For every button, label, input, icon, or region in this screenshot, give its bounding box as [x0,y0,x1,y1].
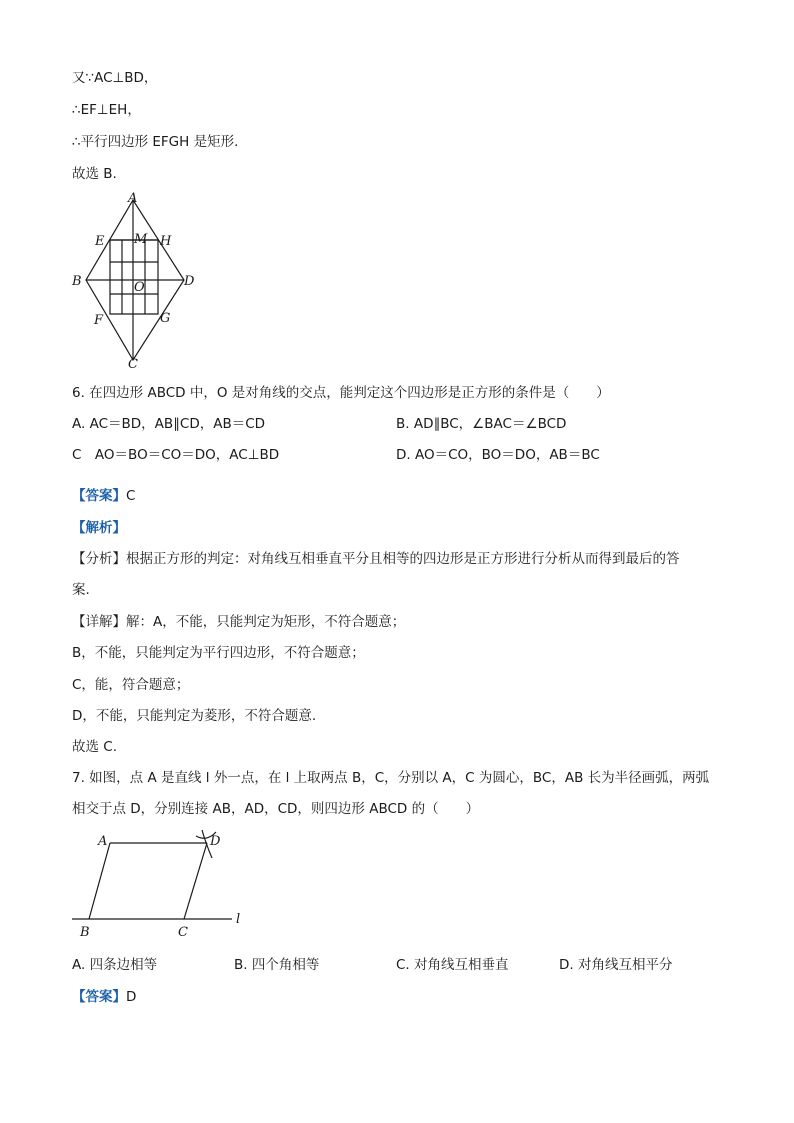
proof-line-1: 又∵AC⊥BD， [72,70,158,86]
q7-label-c: C [178,925,188,940]
detail-d: D，不能，只能判定为菱形，不符合题意. [72,708,317,724]
q6-fenxi-row [72,547,680,567]
q6-analysis-row [72,516,126,536]
side-ab [89,843,110,919]
q7-answer-tag: 【答案】 [72,989,126,1005]
label-c: C [128,357,138,370]
q6-option-d[interactable]: D. AO＝CO，BO＝DO，AB＝BC [396,447,600,463]
label-m: M [134,232,148,247]
rectangle-efgh [110,240,158,314]
q7-label-l: l [236,912,241,927]
label-f: F [94,313,104,328]
label-a: A [128,191,138,206]
fenxi-line-1: 根据正方形的判定：对角线互相垂直平分且相等的四边形是正方形进行分析从而得到最后的答 [126,551,680,567]
detail-b: B，不能，只能判定为平行四边形，不符合题意； [72,645,365,661]
q7-option-c[interactable]: C. 对角线互相垂直 [396,957,509,973]
label-g: G [160,311,171,326]
q6-option-c[interactable]: C AO＝BO＝CO＝DO，AC⊥BD [72,447,280,463]
q7-answer-row [72,985,136,1005]
rhombus-figure [66,190,206,370]
q7-option-d[interactable]: D. 对角线互相平分 [559,957,673,973]
analysis-tag: 【解析】 [72,520,126,536]
fenxi-tag: 【分析】 [72,551,126,567]
q6-detail-row [72,610,405,630]
proof-line-2: ∴EF⊥EH， [72,102,141,118]
detail-tag: 【详解】 [72,614,126,630]
q7-stem-line-2: 相交于点 D，分别连接 AB，AD，CD，则四边形 ABCD 的（ ） [72,801,480,817]
answer-tag: 【答案】 [72,488,126,504]
detail-a: 解：A，不能，只能判定为矩形，不符合题意； [126,614,406,630]
q7-option-a[interactable]: A. 四条边相等 [72,957,158,973]
q6-stem: 6. 在四边形 ABCD 中，O 是对角线的交点，能判定这个四边形是正方形的条件是（ ） [72,385,610,401]
proof-line-3: ∴平行四边形 EFGH 是矩形. [72,134,239,150]
label-d: D [184,274,195,289]
side-cd [184,843,207,919]
q7-label-a: A [98,834,108,849]
fenxi-line-2: 案. [72,582,90,598]
label-o: O [134,280,145,295]
q7-stem-line-1: 7. 如图，点 A 是直线 l 外一点，在 l 上取两点 B，C，分别以 A，C 为圆心，BC，AB 长为半径画弧，两弧 [72,770,710,786]
detail-c: C，能，符合题意； [72,677,190,693]
q6-conclusion: 故选 C. [72,739,118,755]
q7-option-b[interactable]: B. 四个角相等 [234,957,320,973]
q7-answer: D [126,989,137,1005]
q6-answer-row [72,484,135,504]
parallelogram-figure [66,826,256,942]
q6-option-b[interactable]: B. AD∥BC，∠BAC＝∠BCD [396,416,567,432]
label-e: E [95,234,105,249]
q7-label-b: B [80,925,90,940]
q6-option-a[interactable]: A. AC＝BD，AB∥CD，AB＝CD [72,416,266,432]
label-h: H [160,234,172,249]
proof-line-4: 故选 B. [72,166,117,182]
label-b: B [72,274,82,289]
q7-label-d: D [210,834,221,849]
q6-answer: C [126,488,136,504]
